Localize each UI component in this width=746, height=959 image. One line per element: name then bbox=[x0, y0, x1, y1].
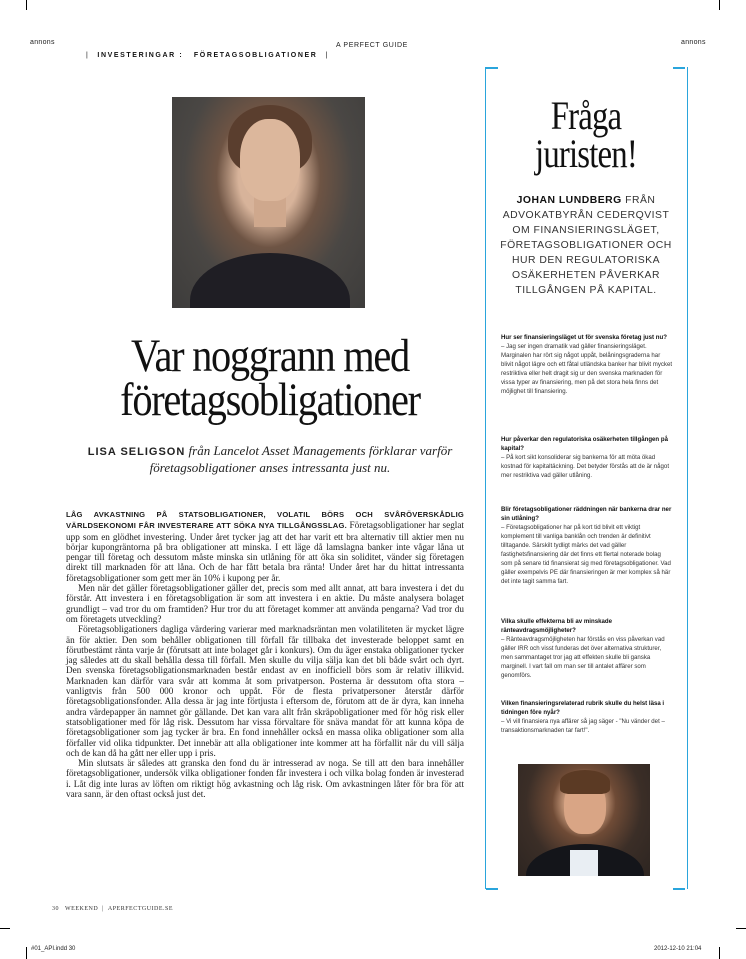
qa-answer: – Jag ser ingen dramatik vad gäller finansieringsläget. Marginalen har rört sig något uppåt, belåningsgraderna har blivit något lägre och ett fåtal utländska banker har blivit mycket restriktiva eller helt dragit sig ur den svenska marknaden för vissa typer av finansiering, men på det stora hela finns det möjlighet till finansiering. bbox=[501, 343, 673, 395]
qa-question: Hur påverkar den regulatoriska osäkerheten tillgången på kapital? bbox=[501, 436, 668, 452]
file-name: #01_API.indd 30 bbox=[31, 946, 76, 952]
crop-mark bbox=[26, 0, 27, 10]
portrait-lisa-seligson bbox=[172, 97, 365, 308]
paragraph-text: Företagsobligationer har seglat upp som en glödhet investering. Under året tycker jag att det har varit ett bra alternativ till aktier men nu börjar kupongräntorna på bra obligationer att minska. I ett läge då lamslagna banker inte vågar låna ut pengar till företag och dessutom måste minska sin utlåning för att öka sin soliditet, vänder sig företagen direkt till marknaden för att låna. Och de har fått betala bra ränta! Under året har du hittat intressanta företagsobligationer som gett mer än 10% i kupong per år. bbox=[66, 520, 464, 583]
qa-item bbox=[501, 435, 673, 480]
qa-answer: – På kort sikt konsoliderar sig bankerna för att möta ökad kostnad för kapitaltäckning. Det betyder förstås att de är något mer restriktiva vad gäller utlåning. bbox=[501, 454, 670, 479]
paragraph: Men när det gäller företagsobligationer gäller det, precis som med allt annat, att bara investera i det du förstår. Att investera i en företagsobligation är som att investera i en aktie. Du måste analysera bolaget grundligt – vad tror du om framtiden? Hur tror du att företaget kommer att använda pengarna? Vad tror du om företagets utveckling? bbox=[66, 583, 464, 624]
guide-label: A PERFECT GUIDE bbox=[336, 42, 408, 49]
byline-text: från Lancelot Asset Managements förklarar varför företagsobligationer anses intressanta just nu. bbox=[149, 443, 453, 475]
title-line-2: företagsobligationer bbox=[120, 374, 420, 426]
crop-mark bbox=[0, 928, 10, 929]
paragraph: Min slutsats är således att granska den fond du är intresserad av noga. Se till att den bara innehåller företagsobligationer, undersök vilka obligationer fonden får investera i och vilka bolag fonden är investerad i. Låt dig inte luras av löften om riktigt hög avkastning och låg risk. Om avkastningen låter för bra för att vara sann, är den oftast också just det. bbox=[66, 758, 464, 800]
annons-label-right: annons bbox=[681, 39, 706, 46]
qa-answer: – Vi vill finansiera nya affärer så jag säger - "Nu vänder det – transaktionsmarknaden tar fart!". bbox=[501, 718, 665, 734]
qa-question: Hur ser finansieringsläget ut för svenska företag just nu? bbox=[501, 334, 667, 341]
sidebar-intro-text: FRÅN ADVOKATBYRÅN CEDERQVIST OM FINANSIERINGSLÄGET, FÖRETAGSOBLIGATIONER OCH HUR DEN REGULATORISKA OSÄKERHETEN PÅVERKAR TILLGÅNGEN PÅ KAPITAL. bbox=[500, 195, 672, 296]
crop-mark bbox=[719, 947, 720, 959]
crop-mark bbox=[719, 0, 720, 10]
sidebar-title-line-2: juristen! bbox=[535, 131, 637, 176]
page-footer bbox=[52, 906, 173, 912]
qa-item bbox=[501, 333, 673, 396]
byline-name: LISA SELIGSON bbox=[87, 446, 186, 458]
divider: | bbox=[86, 52, 90, 59]
topic-label: FÖRETAGSOBLIGATIONER bbox=[193, 52, 318, 59]
sidebar-title bbox=[510, 93, 663, 176]
qa-answer: – Företagsobligationer har på kort tid blivit ett viktigt komplement till vanliga banklån och trenden är definitivt tilltagande. Särskilt tydligt märks det vad gäller fastighetsfinansiering där det finns ett flertal noterade bolag som på senare tid finansierat sig med företagsobligationer. Vad gäller exempelvis PE där finansieringen är mer komplex så här det inte tagit samma fart. bbox=[501, 524, 671, 585]
sidebar-title-line-1: Fråga bbox=[550, 93, 622, 138]
frame-cap bbox=[486, 888, 498, 890]
frame-cap bbox=[673, 888, 685, 890]
section-label: INVESTERINGAR : bbox=[97, 52, 184, 59]
qa-question: Vilka skulle effekterna bli av minskade ränteavdragsmöjligheter? bbox=[501, 618, 612, 634]
magazine-name: WEEKEND bbox=[65, 906, 99, 912]
article-title bbox=[72, 330, 468, 426]
byline bbox=[70, 443, 470, 476]
timestamp: 2012-12-10 21:04 bbox=[654, 946, 702, 952]
site-name: APERFECTGUIDE.SE bbox=[107, 906, 174, 912]
portrait-johan-lundberg bbox=[518, 764, 650, 876]
qa-item bbox=[501, 699, 673, 735]
qa-question: Blir företagsobligationer räddningen när bankerna drar ner sin utlåning? bbox=[501, 506, 672, 522]
annons-label-left: annons bbox=[30, 39, 55, 46]
divider: | bbox=[102, 906, 104, 912]
lead-caps: LÅG AVKASTNING PÅ STATSOBLIGATIONER, VOLATIL BÖRS OCH SVÅRÖVERSKÅDLIG VÄRLDSEKONOMI FÅR INVESTERARE ATT SÖKA NYA TILLGÅNGSSLAG. bbox=[66, 510, 464, 531]
frame-cap bbox=[673, 67, 685, 69]
qa-question: Vilken finansieringsrelaterad rubrik skulle du helst läsa i tidningen före nyår? bbox=[501, 700, 665, 716]
article-body bbox=[66, 509, 464, 799]
divider: | bbox=[325, 52, 329, 59]
page-number: 30 bbox=[52, 906, 59, 912]
section-header bbox=[78, 52, 337, 59]
frame-cap bbox=[486, 67, 498, 69]
qa-item bbox=[501, 505, 673, 586]
sidebar-intro-name: JOHAN LUNDBERG bbox=[516, 195, 622, 206]
sidebar-intro bbox=[496, 193, 676, 298]
paragraph bbox=[66, 509, 464, 583]
paragraph: Företagsobligationers dagliga värdering varierar med marknadsräntan men volatiliteten är mycket lägre än för aktier. Den som behåller obligationen till förfall får tillbaka det investerade beloppet samt en förutbestämt ränta varje år (förutsatt att inte bolaget går i konkurs). Om du äger enstaka obligationer tycker jag således att du skall behålla dessa till förfall. Men skulle du vilja sälja kan det bli både svårt och dyrt. Den svenska företagsobligationsmarknaden består endast av en inofficiell börs som är relativ illikvid. Marknaden kan därför vara svår att komma åt som privatperson. Posterna är dessutom ofta stora – vanligtvis från 500 000 kronor och uppåt. För de flesta privatpersoner återstår därför företagsobligationsfonder. Alla dessa är jag inte förtjusta i eftersom de, förutom att de är dyra, kan inneha andra värdepapper än namnet gör gällande. Det kan vara allt från skräpobligationer med för hög risk eller statsobligationer med för låg risk. Dessutom har vissa förvaltare för snäva mandat för att kunna köpa de företagsobligationer som jag tycker är bra. En fond innehåller också en massa olika obligationer som alla förfaller vid olika tidpunkter. Det innebär att alla obligationer inte kommer att ha förfallit när du vill sälja och de kan då ha gått ner eller upp i pris. bbox=[66, 624, 464, 758]
crop-mark bbox=[736, 928, 746, 929]
qa-answer: – Ränteavdragsmöjligheten har förstås en viss påverkan vad gäller IRR och visst funderas det över alternativa strukturer, men sammantaget tror jag att effekten skulle bli ganska marginell. I vart fall om man ser till antalet affärer som genomförs. bbox=[501, 636, 665, 679]
qa-item bbox=[501, 617, 673, 680]
title-line-1: Var noggrann med bbox=[131, 330, 409, 382]
crop-mark bbox=[26, 947, 27, 959]
